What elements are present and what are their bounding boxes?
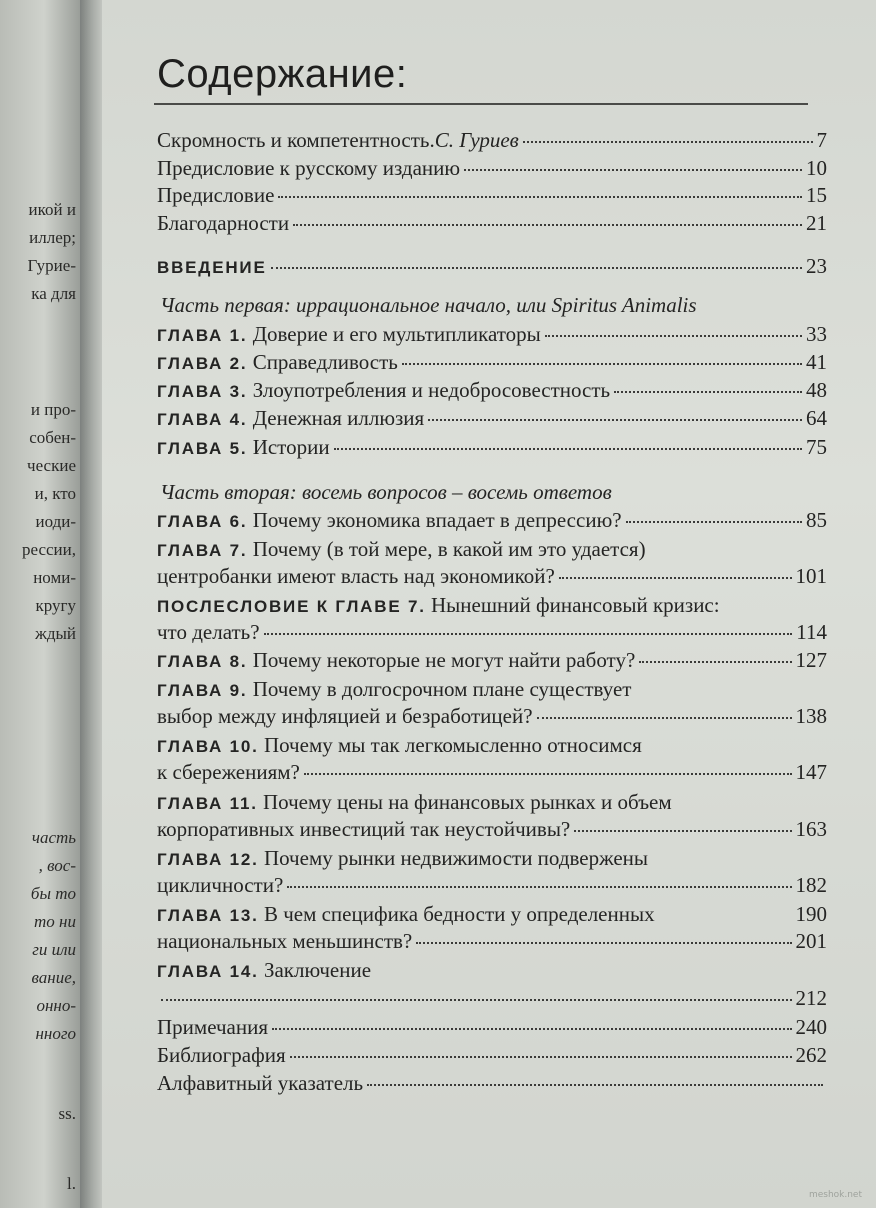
entry-title: Примечания <box>157 1015 269 1039</box>
left-page-fragment: бы то <box>30 884 76 903</box>
dot-leader <box>416 941 791 944</box>
left-page-fragment: и, кто <box>34 484 76 503</box>
entry-title: Скромность и компетентность. <box>157 128 435 152</box>
left-page-fragment: ss. <box>58 1104 76 1123</box>
entry-author: С. Гуриев <box>434 128 519 152</box>
chapter-label: ГЛАВА 9. <box>157 681 248 700</box>
toc-entry-chapter[interactable] <box>157 846 827 874</box>
page-number: 201 <box>795 929 827 953</box>
entry-title: Почему цены на финансовых рынках и объем <box>263 790 672 814</box>
toc-entry-chapter[interactable] <box>157 790 827 818</box>
entry-title-continued: цикличности? <box>157 873 284 897</box>
heading-divider <box>154 103 808 105</box>
chapter-label: ГЛАВА 4. <box>157 410 248 429</box>
left-page-fragment: ги или <box>32 940 76 959</box>
dot-leader <box>264 632 793 635</box>
left-page-fragment: , вос- <box>38 856 76 875</box>
toc-entry-chapter[interactable] <box>157 648 827 676</box>
left-page-fragment: ка для <box>31 284 76 303</box>
toc-entry-chapter[interactable] <box>157 508 827 536</box>
page-number: 15 <box>806 183 827 207</box>
entry-title: Благодарности <box>157 211 290 235</box>
chapter-label: ГЛАВА 5. <box>157 439 248 458</box>
entry-title: Почему в долгосрочном плане существует <box>252 677 632 701</box>
toc-entry-chapter[interactable] <box>157 406 827 434</box>
dot-leader <box>523 140 813 143</box>
toc-entry-continuation[interactable] <box>157 817 827 845</box>
toc-entry-chapter[interactable] <box>157 537 827 565</box>
page-number: 41 <box>806 350 827 374</box>
toc-entry-chapter[interactable] <box>157 733 827 761</box>
toc-entry-back[interactable] <box>157 1015 827 1043</box>
chapter-label: ГЛАВА 14. <box>157 962 259 981</box>
entry-title: Почему рынки недвижимости подвержены <box>263 846 649 870</box>
toc-entry-chapter[interactable] <box>157 350 827 378</box>
left-page-fragment: ческие <box>27 456 76 475</box>
chapter-label: ГЛАВА 3. <box>157 382 248 401</box>
toc-entry-continuation[interactable] <box>157 986 827 1014</box>
left-page-fragment: иоди- <box>35 512 76 531</box>
dot-leader <box>278 195 802 198</box>
entry-title: Денежная иллюзия <box>252 406 425 430</box>
entry-title-continued: центробанки имеют власть над экономикой? <box>157 564 555 588</box>
left-page-fragment: рессии, <box>21 540 76 559</box>
left-page-fragment: часть <box>31 828 76 847</box>
entry-title-continued: к сбережениям? <box>157 760 300 784</box>
toc-entry-continuation[interactable] <box>157 620 827 648</box>
toc-entry-continuation[interactable] <box>157 760 827 788</box>
toc-entry-chapter[interactable] <box>157 677 827 705</box>
part-two-title: Часть вторая: восемь вопросов – восемь ответов <box>160 480 612 504</box>
page-number: 240 <box>795 1015 827 1039</box>
toc-entry-front[interactable] <box>157 156 827 184</box>
entry-title: Предисловие к русскому изданию <box>157 156 461 180</box>
toc-entry-chapter[interactable] <box>157 435 827 463</box>
page-number: 127 <box>795 648 827 672</box>
chapter-label: ГЛАВА 12. <box>157 850 259 869</box>
toc-entry-front[interactable] <box>157 128 827 156</box>
page-number: 21 <box>806 211 827 235</box>
page-number: 138 <box>795 704 827 728</box>
entry-title-continued: национальных меньшинств? <box>157 929 413 953</box>
toc-page <box>102 0 876 1208</box>
page-number: 262 <box>795 1043 827 1067</box>
toc-entry-back[interactable] <box>157 1043 827 1071</box>
dot-leader <box>537 716 792 719</box>
book-gutter <box>80 0 102 1208</box>
dot-leader <box>304 772 792 775</box>
page-number: 147 <box>795 760 827 784</box>
page-number: 163 <box>795 817 827 841</box>
page-number: 75 <box>806 435 827 459</box>
left-page-fragment: нного <box>35 1024 76 1043</box>
dot-leader <box>161 998 792 1001</box>
chapter-label: ГЛАВА 2. <box>157 354 248 373</box>
toc-entry-continuation[interactable] <box>157 564 827 592</box>
entry-label: ВВЕДЕНИЕ <box>157 258 267 277</box>
dot-leader <box>272 1027 791 1030</box>
entry-title: Почему мы так легкомысленно относимся <box>263 733 642 757</box>
dot-leader <box>574 829 791 832</box>
toc-entry-back[interactable] <box>157 1071 827 1099</box>
page-number: 101 <box>795 564 827 588</box>
entry-title: Библиография <box>157 1043 286 1067</box>
dot-leader <box>287 885 791 888</box>
toc-entry-introduction[interactable] <box>157 254 827 282</box>
entry-title: Алфавитный указатель <box>157 1071 364 1095</box>
toc-entry-chapter[interactable] <box>157 378 827 406</box>
left-page-fragment: иллер; <box>29 228 76 247</box>
page-number: 7 <box>816 128 827 152</box>
dot-leader <box>428 418 802 421</box>
chapter-label: ГЛАВА 1. <box>157 326 248 345</box>
left-page <box>0 0 80 1208</box>
toc-heading: Содержание: <box>157 52 408 96</box>
page-number: 85 <box>806 508 827 532</box>
dot-leader <box>271 266 802 269</box>
left-page-fragment: кругу <box>35 596 76 615</box>
chapter-label: ГЛАВА 13. <box>157 906 259 925</box>
chapter-label: ПОСЛЕСЛОВИЕ К ГЛАВЕ 7. <box>157 597 426 616</box>
page-number: 212 <box>795 986 827 1010</box>
page-number: 182 <box>795 873 827 897</box>
toc-entry-chapter[interactable] <box>157 958 827 986</box>
entry-title: В чем специфика бедности у определенных <box>263 902 655 926</box>
entry-title: Справедливость <box>252 350 398 374</box>
left-page-fragment: вание, <box>31 968 76 987</box>
dot-leader <box>639 660 791 663</box>
entry-title-continued: выбор между инфляцией и безработицей? <box>157 704 533 728</box>
page-number: 23 <box>806 254 827 278</box>
left-page-fragment: онно- <box>36 996 76 1015</box>
entry-title: Заключение <box>263 958 372 982</box>
toc-entry-continuation[interactable] <box>157 873 827 901</box>
left-page-fragment: ждый <box>35 624 76 643</box>
dot-leader <box>614 390 802 393</box>
entry-title: Почему некоторые не могут найти работу? <box>252 648 636 672</box>
entry-title: Почему экономика впадает в депрессию? <box>252 508 622 532</box>
left-page-fragment: и про- <box>30 400 76 419</box>
entry-title-continued: корпоративных инвестиций так неустойчивы? <box>157 817 571 841</box>
toc-entry-continuation[interactable] <box>157 704 827 732</box>
chapter-label: ГЛАВА 7. <box>157 541 248 560</box>
dot-leader <box>464 168 802 171</box>
entry-title: Доверие и его мультипликаторы <box>252 322 541 346</box>
toc-entry-front[interactable] <box>157 211 827 239</box>
dot-leader <box>367 1083 823 1086</box>
toc-entry-chapter[interactable] <box>157 322 827 350</box>
dot-leader <box>402 362 802 365</box>
page-number: 33 <box>806 322 827 346</box>
dot-leader <box>293 223 802 226</box>
chapter-label: ГЛАВА 10. <box>157 737 259 756</box>
watermark: meshok.net <box>808 1190 862 1200</box>
left-page-fragment: собен- <box>29 428 76 447</box>
chapter-label: ГЛАВА 11. <box>157 794 258 813</box>
entry-title-continued: что делать? <box>157 620 260 644</box>
dot-leader <box>559 576 792 579</box>
entry-title: Нынешний финансовый кризис: <box>431 593 720 617</box>
toc-entry-chapter[interactable] <box>157 902 827 930</box>
page-number: 10 <box>806 156 827 180</box>
entry-title: Злоупотребления и недобросовестность <box>252 378 611 402</box>
chapter-label: ГЛАВА 8. <box>157 652 248 671</box>
chapter-label: ГЛАВА 6. <box>157 512 248 531</box>
page-number: 114 <box>796 620 827 644</box>
toc-entry-continuation[interactable] <box>157 929 827 957</box>
toc-entry-front[interactable] <box>157 183 827 211</box>
left-page-fragment: Гурие- <box>27 256 76 275</box>
left-page-fragment: l. <box>67 1174 76 1193</box>
dot-leader <box>626 520 802 523</box>
page-number: 48 <box>806 378 827 402</box>
entry-title: Истории <box>252 435 330 459</box>
left-page-fragment: номи- <box>33 568 76 587</box>
toc-entry-chapter[interactable] <box>157 593 827 621</box>
dot-leader <box>290 1055 792 1058</box>
left-page-fragment: икой и <box>28 200 76 219</box>
part-one-title: Часть первая: иррациональное начало, или Spiritus Animalis <box>160 293 697 317</box>
dot-leader <box>545 334 802 337</box>
left-page-fragment: то ни <box>34 912 76 931</box>
entry-title: Почему (в той мере, в какой им это удается) <box>252 537 646 561</box>
dot-leader <box>334 447 802 450</box>
entry-title: Предисловие <box>157 183 275 207</box>
page-number: 64 <box>806 406 827 430</box>
page-number: 190 <box>795 902 827 926</box>
